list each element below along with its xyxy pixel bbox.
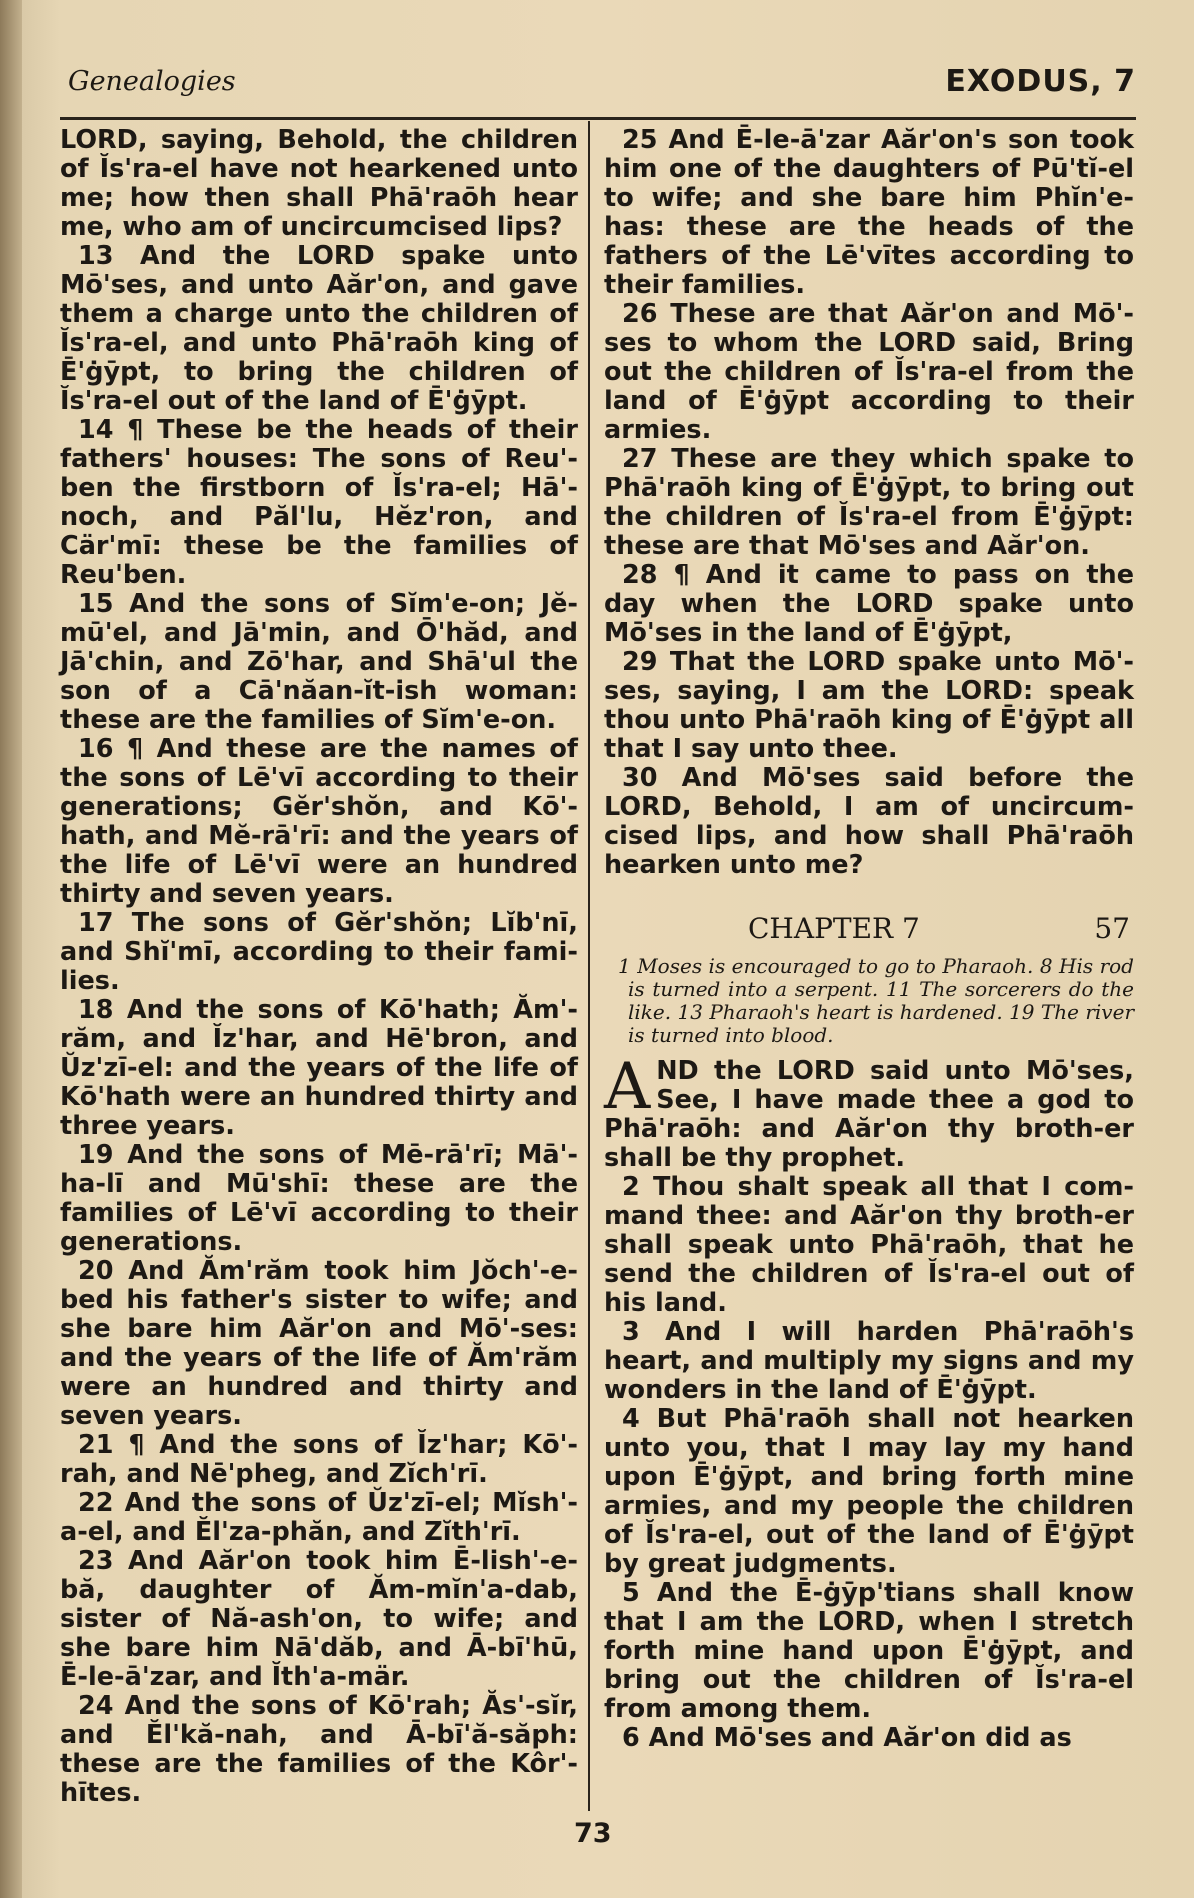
drop-cap: A: [604, 1050, 651, 1124]
verse: 28 ¶ And it came to pass on the day when the LORD spake unto Mō'ses in the land of Ē'ġȳpt,: [604, 560, 1134, 648]
verse: 4 But Phā'raōh shall not hearken unto you, that I may lay my hand upon Ē'ġȳpt, and bring forth mine armies, and my people the children of Ĭs'ra-el, out of the land of Ē'ġȳpt by great judgments.: [604, 1404, 1134, 1579]
running-head-left: Genealogies: [68, 66, 236, 97]
verse: 24 And the sons of Kō'rah; Ăs'-sĭr, and Ĕl'kă-nah, and Ā-bī'ă-săph: these are the families of the Kôr'-hītes.: [60, 1691, 578, 1808]
left-column: [60, 126, 578, 1808]
verse: 20 And Ăm'răm took him Jŏch'-e-bed his father's sister to wife; and she bare him Aăr'on and Mō'-ses: and the years of the life of Ăm'răm were an hundred and thirty and seven years.: [60, 1256, 578, 1431]
running-head-right: EXODUS, 7: [945, 64, 1136, 99]
verse: 15 And the sons of Sĭm'e-on; Jĕ-mū'el, and Jā'min, and Ō'hăd, and Jā'chin, and Zō'har, and Shā'ul the son of a Cā'năan-ĭt-ish woman: these are the families of Sĭm'e-on.: [60, 589, 578, 735]
chapter-opening-verse: [604, 1050, 1134, 1173]
header-rule: [60, 117, 1136, 120]
verse: 2 Thou shalt speak all that I com-mand thee: and Aăr'on thy broth-er shall speak unto Phā'raōh, that he send the children of Ĭs'ra-el out of his land.: [604, 1172, 1134, 1318]
verse: 21 ¶ And the sons of Ĭz'har; Kō'-rah, and Nē'pheg, and Zĭch'rī.: [60, 1430, 578, 1489]
verse: 22 And the sons of Ŭz'zī-el; Mĭsh'-a-el, and Ĕl'za-phăn, and Zĭth'rī.: [60, 1488, 578, 1547]
verse: 19 And the sons of Mē-rā'rī; Mā'-ha-lī and Mū'shī: these are the families of Lē'vī according to their generations.: [60, 1140, 578, 1257]
verse: 26 These are that Aăr'on and Mō'-ses to whom the LORD said, Bring out the children of Ĭs'ra-el from the land of Ē'ġȳpt according to their armies.: [604, 299, 1134, 445]
verse: 27 These are they which spake to Phā'raōh king of Ē'ġȳpt, to bring out the children of Ĭs'ra-el from Ē'ġȳpt: these are that Mō'ses and Aăr'on.: [604, 444, 1134, 561]
verse: 30 And Mō'ses said before the LORD, Behold, I am of uncircum-cised lips, and how shall Phā'raōh hearken unto me?: [604, 763, 1134, 880]
chapter-reference-number: 57: [1094, 912, 1130, 945]
verse: 23 And Aăr'on took him Ē-lish'-e-bă, daughter of Ăm-mĭn'a-dab, sister of Nă-ash'on, to wife; and she bare him Nā'dăb, and Ā-bī'hū, Ē-le-ā'zar, and Ĭth'a-mär.: [60, 1546, 578, 1692]
verse: 6 And Mō'ses and Aăr'on did as: [622, 1723, 1072, 1753]
chapter-title: CHAPTER 7: [748, 912, 920, 945]
page-spine-shadow: [0, 0, 22, 1898]
verse: 17 The sons of Gĕr'shŏn; Lĭb'nī, and Shĭ'mī, according to their fami-lies.: [60, 908, 578, 996]
verse: LORD, saying, Behold, the children of Ĭs'ra-el have not hearkened unto me; how then shall Phā'raōh hear me, who am of uncircumcised lips?: [60, 125, 578, 242]
right-column: [604, 126, 1134, 1753]
chapter-heading: [604, 914, 1134, 943]
verse: 25 And Ē-le-ā'zar Aăr'on's son took him one of the daughters of Pū'tĭ-el to wife; and she bare him Phĭn'e-has: these are the heads of the fathers of the Lē'vītes according to their families.: [604, 125, 1134, 300]
verse: 29 That the LORD spake unto Mō'-ses, saying, I am the LORD: speak thou unto Phā'raōh king of Ē'ġȳpt all that I say unto thee.: [604, 647, 1134, 764]
verse: 14 ¶ These be the heads of their fathers' houses: The sons of Reu'-ben the firstborn of Ĭs'ra-el; Hā'-noch, and Păl'lu, Hĕz'ron, and Cär'mī: these be the families of Reu'ben.: [60, 415, 578, 590]
verse: 18 And the sons of Kō'hath; Ăm'-răm, and Ĭz'har, and Hē'bron, and Ŭz'zī-el: and the years of the life of Kō'hath were an hundred thirty and three years.: [60, 995, 578, 1141]
verse: 3 And I will harden Phā'raōh's heart, and multiply my signs and my wonders in the land of Ē'ġȳpt.: [604, 1317, 1134, 1405]
opening-verse-text: ND the LORD said unto Mō'ses, See, I have made thee a god to Phā'raōh: and Aăr'on thy broth-er shall be thy prophet.: [604, 1056, 1134, 1173]
page-number: 73: [574, 1818, 612, 1849]
verse: 5 And the Ē-ġȳp'tians shall know that I am the LORD, when I stretch forth mine hand upon Ē'ġȳpt, and bring out the children of Ĭs'ra-el from among them.: [604, 1578, 1134, 1724]
column-divider: [588, 121, 590, 1811]
verse: 13 And the LORD spake unto Mō'ses, and unto Aăr'on, and gave them a charge unto the children of Ĭs'ra-el, and unto Phā'raōh king of Ē'ġȳpt, to bring the children of Ĭs'ra-el out of the land of Ē'ġȳpt.: [60, 241, 578, 416]
verse: 16 ¶ And these are the names of the sons of Lē'vī according to their generations; Gĕr'shŏn, and Kō'-hath, and Mĕ-rā'rī: and the years of the life of Lē'vī were an hundred thirty and seven years.: [60, 734, 578, 909]
chapter-summary: 1 Moses is encouraged to go to Pharaoh. 8 His rod is turned into a serpent. 11 The sorcerers do the like. 13 Pharaoh's heart is hardened. 19 The river is turned into blood.: [618, 954, 1134, 1047]
